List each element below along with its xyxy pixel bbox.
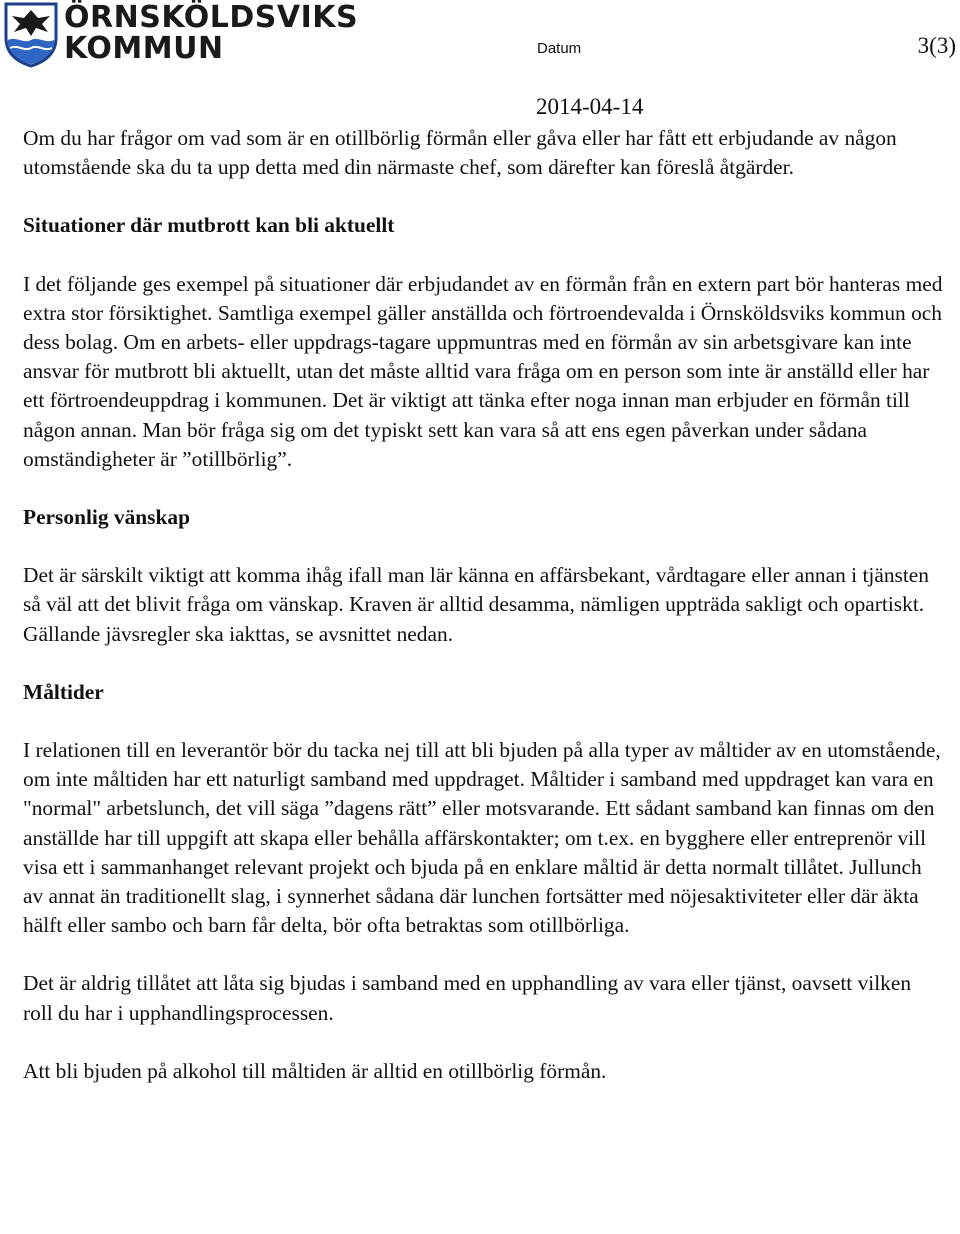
logo-line-1: ÖRNSKÖLDSVIKS bbox=[64, 0, 359, 35]
date-label: Datum bbox=[537, 40, 582, 57]
coat-of-arms-icon bbox=[4, 2, 58, 68]
paragraph-situations: I det följande ges exempel på situationer där erbjudandet av en förmån från en extern part bör hanteras med extra stor försiktighet. Samtliga exempel gäller anställda och förtroendevalda i Örnsköldsviks kommun och dess bolag. Om en arbets- eller uppdrags-tagare uppmuntras med en förmån av sin arbetsgivare kan inte ansvar för mutbrott bli aktuellt, utan det måste alltid vara fråga om en person som inte är anställd eller har ett förtroendeuppdrag i kommunen. Det är viktigt att tänka efter noga innan man erbjuder en förmån till någon annan. Man bör fråga sig om det typiskt sett kan vara så att ens egen påverkan under sådana omständigheter är ”otillbörlig”. bbox=[23, 271, 943, 471]
paragraph-procurement: Det är aldrig tillåtet att låta sig bjudas i samband med en upphandling av vara eller tjänst, oavsett vilken roll du har i upphandlingsprocessen. bbox=[23, 971, 912, 1025]
document-body bbox=[23, 124, 943, 1086]
page-number: 3(3) bbox=[917, 33, 956, 58]
logo-wordmark bbox=[64, 2, 358, 64]
heading-meals: Måltider bbox=[23, 679, 104, 704]
paragraph-meals: I relationen till en leverantör bör du tacka nej till att bli bjuden på alla typer av måltider av en utomstående, om inte måltiden har ett naturligt samband med uppdraget. Måltider i samband med uppdraget kan vara en "normal" arbetslunch, det vill säga ”dagens rätt” eller motsvarande. Ett sådant samband kan finnas om den anställde har till uppgift att skapa eller behålla affärskontakter; om t.ex. en bygghere eller entreprenör vill visa ett i sammanhanget relevant projekt och bjuda på en enklare måltid är detta normalt tillåtet. Jullunch av annat än traditionellt slag, i synnerhet sådana där lunchen fortsätter med nöjesaktiviteter eller där äkta hälft eller sambo och barn får delta, bör ofta betraktas som otillbörliga. bbox=[23, 738, 941, 938]
paragraph-friendship: Det är särskilt viktigt att komma ihåg ifall man lär känna en affärsbekant, vårdtagare eller annan i tjänsten så väl att det blivit fråga om vänskap. Kraven är alltid desamma, nämligen uppträda sakligt och opartiskt. Gällande jävsregler ska iakttas, se avsnittet nedan. bbox=[23, 563, 929, 646]
heading-friendship: Personlig vänskap bbox=[23, 505, 190, 530]
logo-line-2: KOMMUN bbox=[64, 31, 224, 66]
paragraph-alcohol: Att bli bjuden på alkohol till måltiden är alltid en otillbörlig förmån. bbox=[23, 1058, 607, 1083]
heading-situations: Situationer där mutbrott kan bli aktuellt bbox=[23, 213, 395, 238]
paragraph-intro: Om du har frågor om vad som är en otillbörlig förmån eller gåva eller har fått ett erbjudande av någon utomstående ska du ta upp detta med din närmaste chef, som därefter kan föreslå åtgärder. bbox=[23, 126, 897, 180]
document-date: 2014-04-14 bbox=[536, 94, 644, 119]
municipality-logo bbox=[4, 0, 359, 68]
